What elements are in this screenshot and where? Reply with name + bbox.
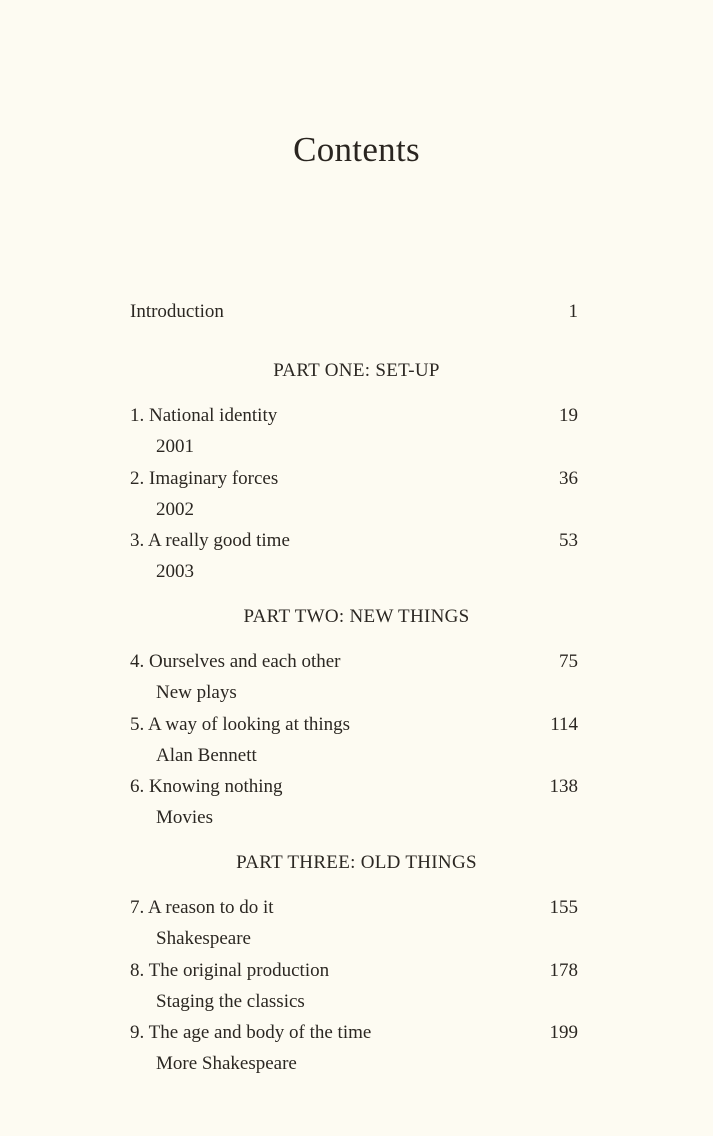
toc-entry-label: 4. Ourselves and each other (130, 651, 341, 672)
toc-entry-chapter-2 (130, 466, 578, 492)
toc-entry-subtitle: Shakespeare (156, 928, 251, 949)
toc-entry-page-number: 114 (550, 714, 578, 735)
toc-entry-subtitle: Staging the classics (156, 991, 305, 1012)
toc-entry-subtitle: 2003 (156, 561, 194, 582)
toc-entry-label: 2. Imaginary forces (130, 468, 279, 489)
toc-entry-chapter-5 (130, 712, 578, 738)
toc-entry-chapter-8 (130, 958, 578, 984)
toc-entry-label: 7. A reason to do it (130, 897, 274, 918)
part-heading-one: PART ONE: SET-UP (273, 360, 440, 381)
toc-entry-chapter-1 (130, 403, 578, 429)
toc-entry-label: 1. National identity (130, 405, 278, 426)
toc-entry-page-number: 36 (559, 468, 578, 489)
part-heading-three: PART THREE: OLD THINGS (236, 852, 477, 873)
toc-entry-page-number: 19 (559, 405, 578, 426)
page-title: Contents (293, 130, 420, 169)
toc-entry-subtitle: New plays (156, 682, 237, 703)
toc-entry-subtitle: 2001 (156, 436, 194, 457)
toc-entry-subtitle: More Shakespeare (156, 1053, 297, 1074)
toc-entry-page-number: 155 (549, 897, 578, 918)
toc-entry-chapter-3 (130, 528, 578, 554)
toc-entry-page-number: 199 (549, 1022, 578, 1043)
toc-entry-label: 9. The age and body of the time (130, 1022, 372, 1043)
toc-entry-label: 6. Knowing nothing (130, 776, 283, 797)
toc-entry-label: 5. A way of looking at things (130, 714, 351, 735)
toc-entry-page-number: 178 (549, 960, 578, 981)
toc-entry-introduction (130, 299, 578, 325)
toc-entry-page-number: 138 (549, 776, 578, 797)
toc-entry-label: Introduction (130, 301, 224, 322)
toc-entry-chapter-9 (130, 1020, 578, 1046)
toc-entry-label: 8. The original production (130, 960, 330, 981)
part-heading-two: PART TWO: NEW THINGS (243, 606, 470, 627)
toc-entry-subtitle: Movies (156, 807, 213, 828)
toc-entry-chapter-7 (130, 895, 578, 921)
toc-entry-page-number: 53 (559, 530, 578, 551)
toc-entry-label: 3. A really good time (130, 530, 290, 551)
toc-entry-chapter-4 (130, 649, 578, 675)
toc-entry-chapter-6 (130, 774, 578, 800)
toc-entry-subtitle: 2002 (156, 499, 194, 520)
toc-entry-subtitle: Alan Bennett (156, 745, 257, 766)
toc-entry-page-number: 1 (568, 301, 578, 322)
toc-entry-page-number: 75 (559, 651, 578, 672)
